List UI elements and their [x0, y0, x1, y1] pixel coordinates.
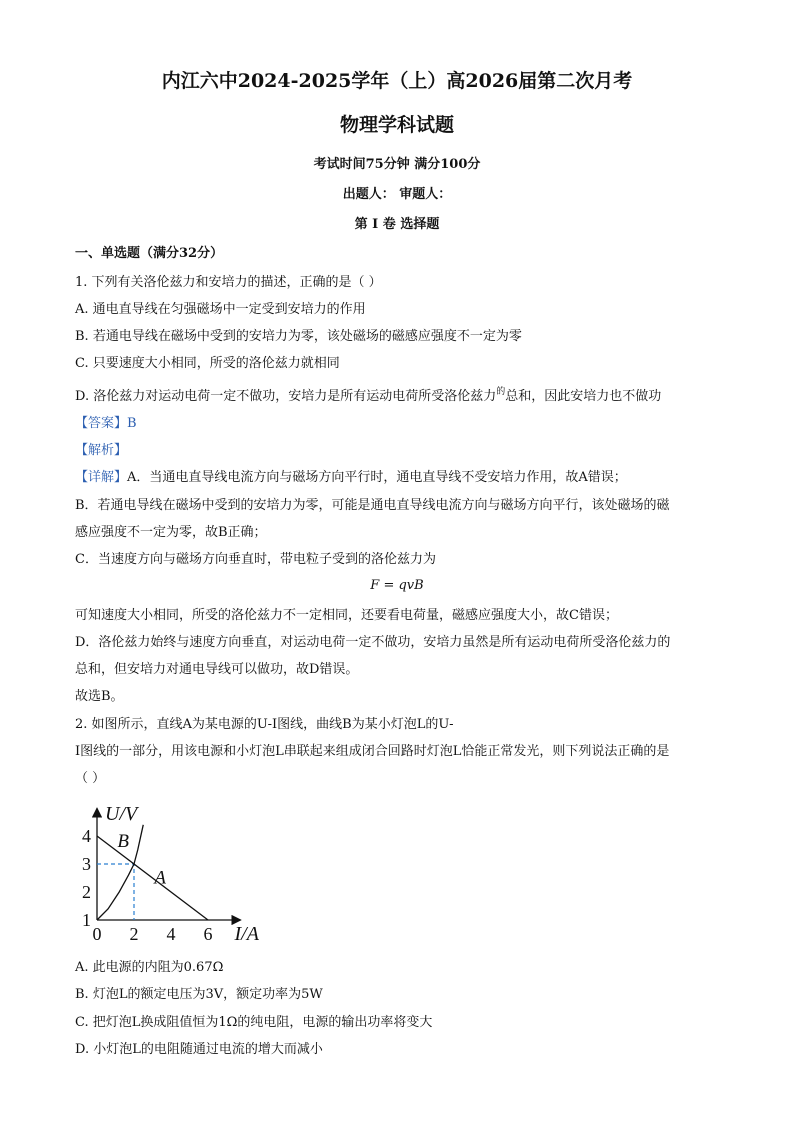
q1-conclusion: 故选B。 — [75, 689, 124, 704]
q1-option-d-sup: 的 — [496, 387, 506, 397]
operating-point-guide — [97, 864, 134, 920]
q1-detail-4: C．当速度方向与磁场方向垂直时，带电粒子受到的洛伦兹力为 — [75, 552, 436, 567]
q1-formula: F = qvB — [370, 578, 424, 593]
x-axis-label: I/A — [234, 923, 259, 945]
q1-option-d-pre: D. 洛伦兹力对运动电荷一定不做功，安培力是所有运动电荷所受洛伦兹力 — [75, 389, 497, 404]
q1-detail-tag: 【详解】 — [75, 470, 128, 485]
q1-detail-5: 可知速度大小相同，所受的洛伦兹力不一定相同，还要看电荷量，磁感应强度大小，故C错误； — [75, 608, 618, 623]
series-A-label: A — [154, 867, 166, 889]
q1-detail-1-text: A．当通电直导线电流方向与磁场方向平行时，通电直导线不受安培力作用，故A错误； — [127, 470, 627, 485]
q1-detail-6: D．洛伦兹力始终与速度方向垂直，对运动电荷一定不做功，安培力虽然是所有运动电荷所受洛伦兹力的 — [75, 635, 671, 650]
q1-option-c: C. 只要速度大小相同，所受的洛伦兹力就相同 — [75, 356, 340, 371]
series-A-line — [97, 836, 208, 920]
q1-detail-2: B．若通电导线在磁场中受到的安培力为零，可能是通电直导线电流方向与磁场方向平行，该处磁场的磁 — [75, 498, 670, 513]
page-title: 内江六中2024-2025学年（上）高2026届第二次月考 — [161, 70, 633, 92]
q1-option-a: A. 通电直导线在匀强磁场中一定受到安培力的作用 — [75, 302, 366, 317]
y-tick-label: 1 — [82, 910, 91, 930]
x-tick-label: 2 — [129, 924, 139, 944]
x-tick-label: 0 — [92, 924, 102, 944]
ui-graph — [75, 798, 265, 948]
q2-stem-3: （ ） — [75, 771, 106, 786]
q1-answer: 【答案】B — [75, 416, 137, 431]
exam-info: 考试时间75分钟 满分100分 — [313, 157, 481, 172]
x-tick-label: 6 — [203, 924, 213, 944]
q2-option-a: A. 此电源的内阻为0.67Ω — [75, 960, 224, 975]
y-tick-label: 4 — [82, 826, 91, 846]
section-heading: 一、单选题（满分32分） — [75, 246, 224, 261]
y-tick-label: 3 — [82, 854, 91, 874]
series-B-label: B — [117, 831, 129, 853]
q1-analysis-label: 【解析】 — [75, 443, 128, 458]
q2-stem-2: I图线的一部分，用该电源和小灯泡L串联起来组成闭合回路时灯泡L恰能正常发光，则下列说法正确的是 — [75, 744, 670, 759]
q2-option-c: C. 把灯泡L换成阻值恒为1Ω的纯电阻，电源的输出功率将变大 — [75, 1015, 433, 1030]
q1-option-b: B. 若通电导线在磁场中受到的安培力为零，该处磁场的磁感应强度不一定为零 — [75, 329, 522, 344]
q2-option-d: D. 小灯泡L的电阻随通过电流的增大而减小 — [75, 1042, 323, 1057]
setter-info: 出题人： 审题人： — [342, 187, 452, 202]
q1-detail-3: 感应强度不一定为零，故B正确； — [75, 525, 267, 540]
q1-option-d — [75, 387, 725, 408]
q2-stem-1: 2. 如图所示，直线A为某电源的U-I图线，曲线B为某小灯泡L的U- — [75, 717, 454, 732]
y-axis-label: U/V — [105, 803, 138, 825]
page-subtitle: 物理学科试题 — [339, 114, 454, 136]
q1-detail-7: 总和，但安培力对通电导线可以做功，故D错误。 — [75, 662, 359, 677]
y-tick-label: 2 — [82, 882, 91, 902]
q2-option-b: B. 灯泡L的额定电压为3V，额定功率为5W — [75, 987, 323, 1002]
q1-option-d-post: 总和，因此安培力也不做功 — [505, 389, 662, 404]
q1-detail-1 — [75, 468, 725, 488]
x-tick-label: 4 — [166, 924, 176, 944]
volume-heading: 第 I 卷 选择题 — [354, 217, 440, 232]
q1-stem: 1. 下列有关洛伦兹力和安培力的描述，正确的是（ ） — [75, 275, 382, 290]
